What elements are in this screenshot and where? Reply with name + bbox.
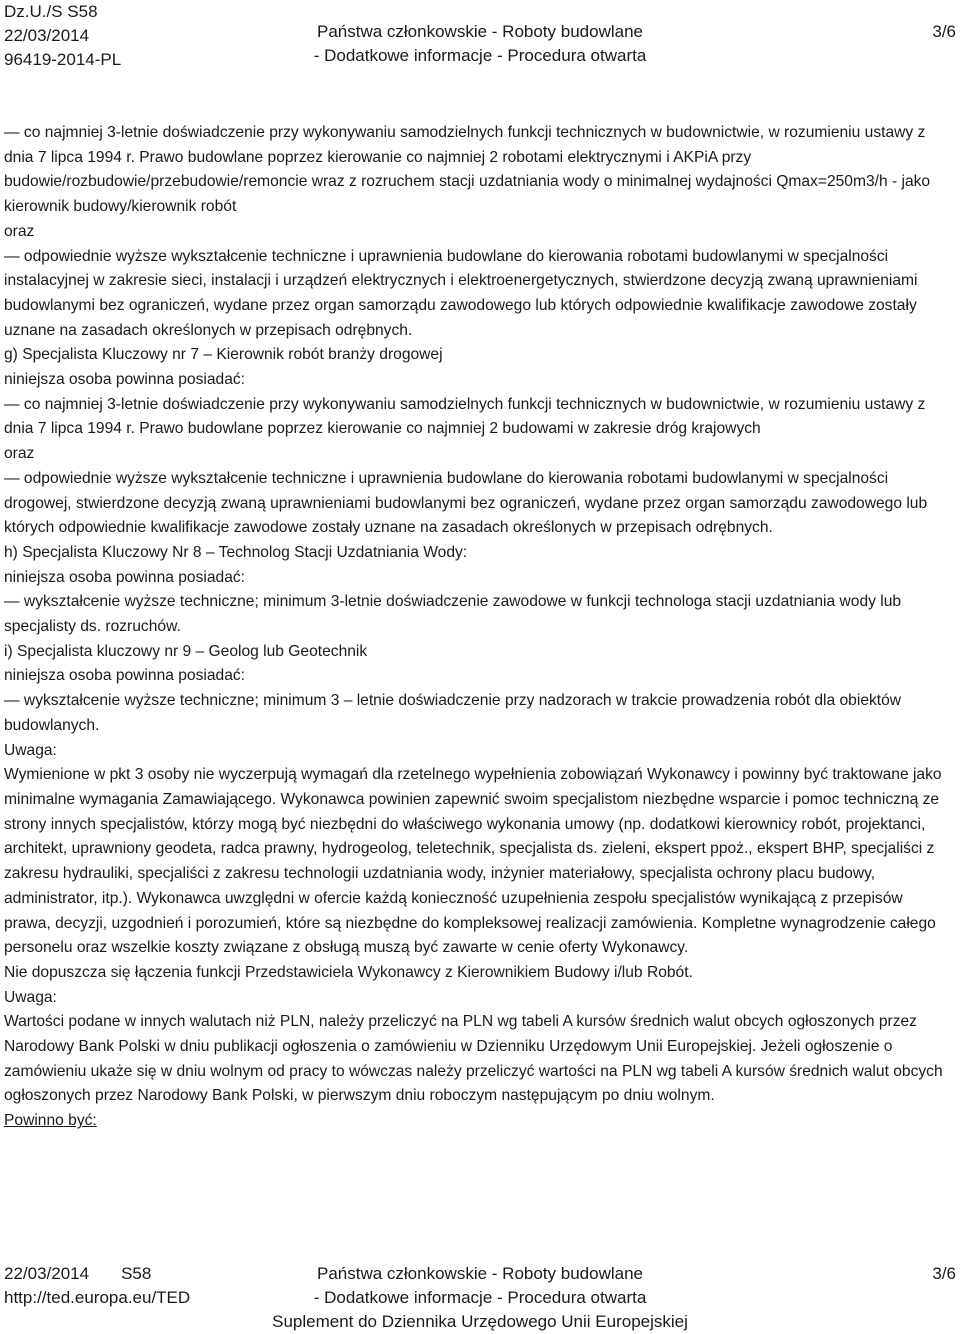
section-heading-i: i) Specjalista kluczowy nr 9 – Geolog lub Geotechnik xyxy=(4,642,368,660)
header-journal-ref: Dz.U./S S58 xyxy=(4,2,98,21)
paragraph: — odpowiednie wyższe wykształcenie techniczne i uprawnienia budowlane do kierowania robotami budowlanymi w specjalności instalacyjnej w zakresie sieci, instalacji i urządzeń elektrycznych i elektroenergetycznych, stwierdzone decyzją zwaną uprawnieniami budowlanymi bez ograniczeń, wydane przez organ samorządu zawodowego lub których odpowiednie kwalifikacje zawodowe zostały uznane na zasadach określonych w przepisach odrębnych. xyxy=(4,247,918,339)
section-heading-h: h) Specjalista Kluczowy Nr 8 – Technolog Stacji Uzdatniania Wody: xyxy=(4,543,468,561)
paragraph: Wartości podane w innych walutach niż PLN, należy przeliczyć na PLN wg tabeli A kursów średnich walut obcych ogłoszonych przez Narodowy Bank Polski w dniu publikacji ogłoszenia o zamówieniu w Dzienniku Urzędowym Unii Europejskiej. Jeżeli ogłoszenie o zamówieniu ukaże się w dniu wolnym od pracy to wówczas należy przeliczyć wartości na PLN wg tabeli A kursów średnich walut obcych ogłoszonych przez Narodowy Bank Polski, w pierwszym dniu roboczym następującym po dniu wolnym. xyxy=(4,1013,943,1105)
note-label: Uwaga: xyxy=(4,988,57,1006)
footer-series: S58 xyxy=(121,1264,152,1283)
paragraph: oraz xyxy=(4,445,35,463)
paragraph: niniejsza osoba powinna posiadać: xyxy=(4,371,246,389)
page-header xyxy=(0,0,960,72)
header-title: Państwa członkowskie - Roboty budowlane xyxy=(316,22,643,41)
paragraph: niniejsza osoba powinna posiadać: xyxy=(4,667,246,685)
page-footer xyxy=(0,1262,960,1334)
paragraph: — co najmniej 3-letnie doświadczenie przy wykonywaniu samodzielnych funkcji technicznych w budownictwie, w rozumieniu ustawy z dnia 7 lipca 1994 r. Prawo budowlane poprzez kierowanie co najmniej 2 budowami w zakresie dróg krajowych xyxy=(4,395,926,438)
paragraph: oraz xyxy=(4,222,35,240)
header-center xyxy=(0,20,960,68)
footer-title: Państwa członkowskie - Roboty budowlane xyxy=(316,1264,643,1283)
header-date: 22/03/2014 xyxy=(4,26,90,45)
footer-subtitle: - Dodatkowe informacje - Procedura otwarta xyxy=(313,1288,647,1307)
paragraph: Wymienione w pkt 3 osoby nie wyczerpują wymagań dla rzetelnego wypełnienia zobowiązań Wykonawcy i powinny być traktowane jako minimalne wymagania Zamawiającego. Wykonawca powinien zapewnić swoim specjalistom niezbędne wsparcie i pomoc techniczną ze strony innych specjalistów, którzy mogą być niezbędni do właściwego wykonania umowy (np. dodatkowi kierownicy robót, projektanci, architekt, uprawniony geodeta, radca prawny, hydrogeolog, teletechnik, specjalista ds. zieleni, ekspert ppoż., ekspert BHP, specjaliści z zakresu hydrauliki, specjaliści z zakresu technologii uzdatniania wody, inżynier materiałowy, specjalista ochrony placu budowy, administrator, itp.). Wykonawca uwzględni w ofercie każdą konieczność uzupełnienia zespołu specjalistów wynikającą z przepisów prawa, decyzji, uzgodnień i porozumień, które są niezbędne do kompleksowej realizacji zamówienia. Kompletne wynagrodzenie całego personelu oraz wszelkie koszty związane z obsługą muszą być zawarte w cenie oferty Wykonawcy. xyxy=(4,766,942,957)
header-page-number: 3/6 xyxy=(932,22,956,41)
paragraph: Nie dopuszcza się łączenia funkcji Przedstawiciela Wykonawcy z Kierownikiem Budowy i/lub Robót. xyxy=(4,963,693,981)
header-notice-id: 96419-2014-PL xyxy=(4,50,122,69)
paragraph: — odpowiednie wyższe wykształcenie techniczne i uprawnienia budowlane do kierowania robotami budowlanymi w specjalności drogowej, stwierdzone decyzją zwaną uprawnieniami budowlanymi bez ograniczeń, wydane przez organ samorządu zawodowego lub których odpowiednie kwalifikacje zawodowe zostały uznane na zasadach określonych w przepisach odrębnych. xyxy=(4,469,928,537)
footer-page-number: 3/6 xyxy=(932,1264,956,1283)
footer-supplement: Suplement do Dziennika Urzędowego Unii Europejskiej xyxy=(272,1312,688,1331)
paragraph: — wykształcenie wyższe techniczne; minimum 3 – letnie doświadczenie przy nadzorach w trakcie prowadzenia robót dla obiektów budowlanych. xyxy=(4,692,902,734)
paragraph: niniejsza osoba powinna posiadać: xyxy=(4,568,246,586)
footer-url-link[interactable]: http://ted.europa.eu/TED xyxy=(4,1288,191,1307)
footer-date: 22/03/2014 xyxy=(4,1264,90,1283)
document-body xyxy=(4,121,952,1134)
header-subtitle: - Dodatkowe informacje - Procedura otwarta xyxy=(313,46,647,65)
section-heading-g: g) Specjalista Kluczowy nr 7 – Kierownik robót branży drogowej xyxy=(4,346,443,364)
paragraph: — wykształcenie wyższe techniczne; minimum 3-letnie doświadczenie zawodowe w funkcji technologa stacji uzdatniania wody lub specjalisty ds. rozruchów. xyxy=(4,593,902,636)
paragraph: — co najmniej 3-letnie doświadczenie przy wykonywaniu samodzielnych funkcji technicznych w budownictwie, w rozumieniu ustawy z dnia 7 lipca 1994 r. Prawo budowlane poprzez kierowanie co najmniej 2 robotami elektrycznymi i AKPiA przy budowie/rozbudowie/przebudowie/remoncie wraz z rozruchem stacji uzdatniania wody o minimalnej wydajności Qmax=250m3/h - jako kierownik budowy/kierownik robót xyxy=(4,124,931,216)
footer-center xyxy=(0,1262,960,1334)
note-label: Uwaga: xyxy=(4,741,57,759)
powinno-byc-heading: Powinno być: xyxy=(4,1112,97,1130)
